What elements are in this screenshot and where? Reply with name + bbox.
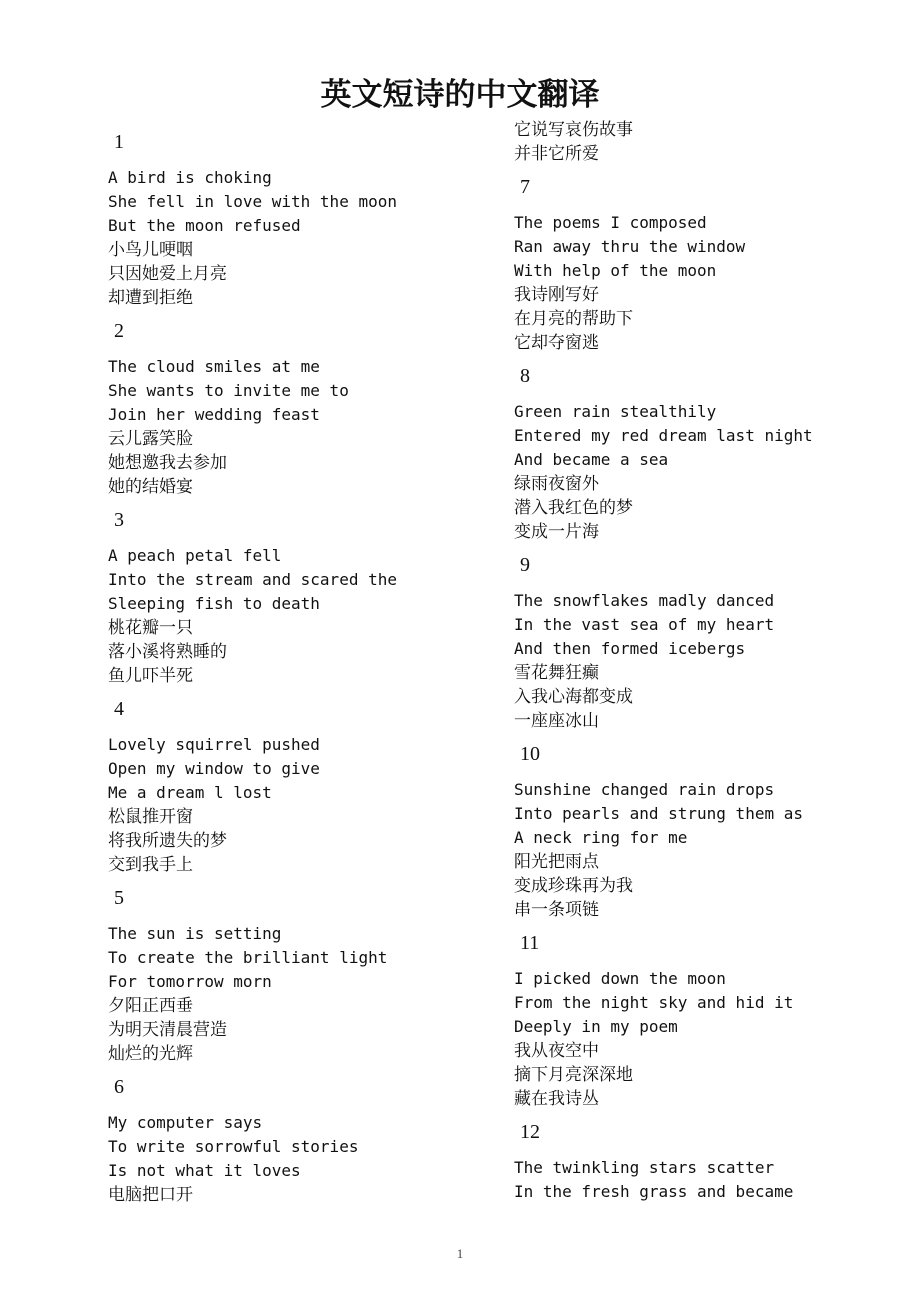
chinese-line: 变成珍珠再为我 [514,876,633,896]
chinese-line: 将我所遗失的梦 [108,831,227,851]
chinese-line: 我诗刚写好 [514,285,599,305]
poem-6 [108,1075,508,1207]
poem-number: 9 [520,554,530,576]
poem-number: 7 [520,176,530,198]
chinese-line: 串一条项链 [514,900,599,920]
english-line: Green rain stealthily [514,402,717,421]
poem-12 [514,1120,914,1204]
english-line: I picked down the moon [514,969,726,988]
poem-number: 5 [114,887,124,909]
english-line: A peach petal fell [108,546,282,565]
chinese-line: 电脑把口开 [108,1185,193,1205]
english-line: The sun is setting [108,924,282,943]
english-line: Lovely squirrel pushed [108,735,320,754]
english-line: The poems I composed [514,213,707,232]
english-line: She fell in love with the moon [108,192,397,211]
left-column [108,118,508,1207]
poem-number: 3 [114,509,124,531]
poem-5 [108,886,508,1066]
chinese-line: 只因她爱上月亮 [108,264,227,284]
chinese-line: 雪花舞狂癫 [514,663,599,683]
chinese-line: 桃花瓣一只 [108,618,193,638]
english-line: Ran away thru the window [514,237,746,256]
english-line: The twinkling stars scatter [514,1158,775,1177]
chinese-line: 却遭到拒绝 [108,288,193,308]
english-line: A neck ring for me [514,828,688,847]
english-line: Join her wedding feast [108,405,320,424]
english-line: A bird is choking [108,168,272,187]
poem-4 [108,697,508,877]
english-line: For tomorrow morn [108,972,272,991]
right-column [514,118,914,1204]
chinese-line: 她想邀我去参加 [108,453,227,473]
chinese-line: 藏在我诗丛 [514,1089,599,1109]
chinese-line: 落小溪将熟睡的 [108,642,227,662]
poem-number: 12 [520,1121,540,1143]
english-line: But the moon refused [108,216,301,235]
english-line: In the vast sea of my heart [514,615,775,634]
chinese-line: 我从夜空中 [514,1041,599,1061]
chinese-line: 绿雨夜窗外 [514,474,599,494]
chinese-line: 潜入我红色的梦 [514,498,633,518]
poem-10 [514,742,914,922]
english-line: My computer says [108,1113,263,1132]
poem-number: 8 [520,365,530,387]
chinese-line: 摘下月亮深深地 [514,1065,633,1085]
poem-number: 6 [114,1076,124,1098]
chinese-line: 为明天清晨营造 [108,1020,227,1040]
english-line: Is not what it loves [108,1161,301,1180]
chinese-line: 阳光把雨点 [514,852,599,872]
english-line: Me a dream l lost [108,783,272,802]
poem-number: 11 [520,932,540,954]
english-line: In the fresh grass and became [514,1182,794,1201]
chinese-line: 她的结婚宴 [108,477,193,497]
poem-number: 1 [114,131,124,153]
english-line: Deeply in my poem [514,1017,678,1036]
english-line: Entered my red dream last night [514,426,813,445]
poem-11 [514,931,914,1111]
chinese-line: 变成一片海 [514,522,599,542]
chinese-line: 夕阳正西垂 [108,996,193,1016]
english-line: The cloud smiles at me [108,357,320,376]
page-number: 1 [456,1246,464,1261]
chinese-line: 一座座冰山 [514,711,599,731]
english-line: From the night sky and hid it [514,993,794,1012]
chinese-line: 松鼠推开窗 [108,807,193,827]
english-line: She wants to invite me to [108,381,349,400]
chinese-line: 它却夺窗逃 [514,333,599,353]
poem-number: 2 [114,320,124,342]
english-line: And then formed icebergs [514,639,746,658]
english-line: Sunshine changed rain drops [514,780,775,799]
english-line: With help of the moon [514,261,717,280]
english-line: To write sorrowful stories [108,1137,359,1156]
chinese-line: 鱼儿吓半死 [108,666,193,686]
page-title: 英文短诗的中文翻译 [320,77,600,113]
poem-3 [108,508,508,688]
chinese-line: 灿烂的光辉 [108,1044,193,1064]
english-line: Sleeping fish to death [108,594,320,613]
poem-1 [108,130,508,310]
english-line: Open my window to give [108,759,320,778]
poem-number: 4 [114,698,124,720]
poem-8 [514,364,914,544]
english-line: To create the brilliant light [108,948,388,967]
chinese-line: 在月亮的帮助下 [514,309,633,329]
chinese-line: 交到我手上 [108,855,193,875]
chinese-line: 云儿露笑脸 [108,429,193,449]
poem-2 [108,319,508,499]
continuation-line: 并非它所爱 [514,144,599,164]
chinese-line: 小鸟儿哽咽 [108,240,193,260]
english-line: And became a sea [514,450,669,469]
english-line: Into the stream and scared the [108,570,397,589]
english-line: The snowflakes madly danced [514,591,775,610]
continuation-line: 它说写哀伤故事 [514,120,633,140]
poem-7 [514,175,914,355]
english-line: Into pearls and strung them as [514,804,803,823]
poem-9 [514,553,914,733]
chinese-line: 入我心海都变成 [514,687,633,707]
poem-number: 10 [520,743,540,765]
